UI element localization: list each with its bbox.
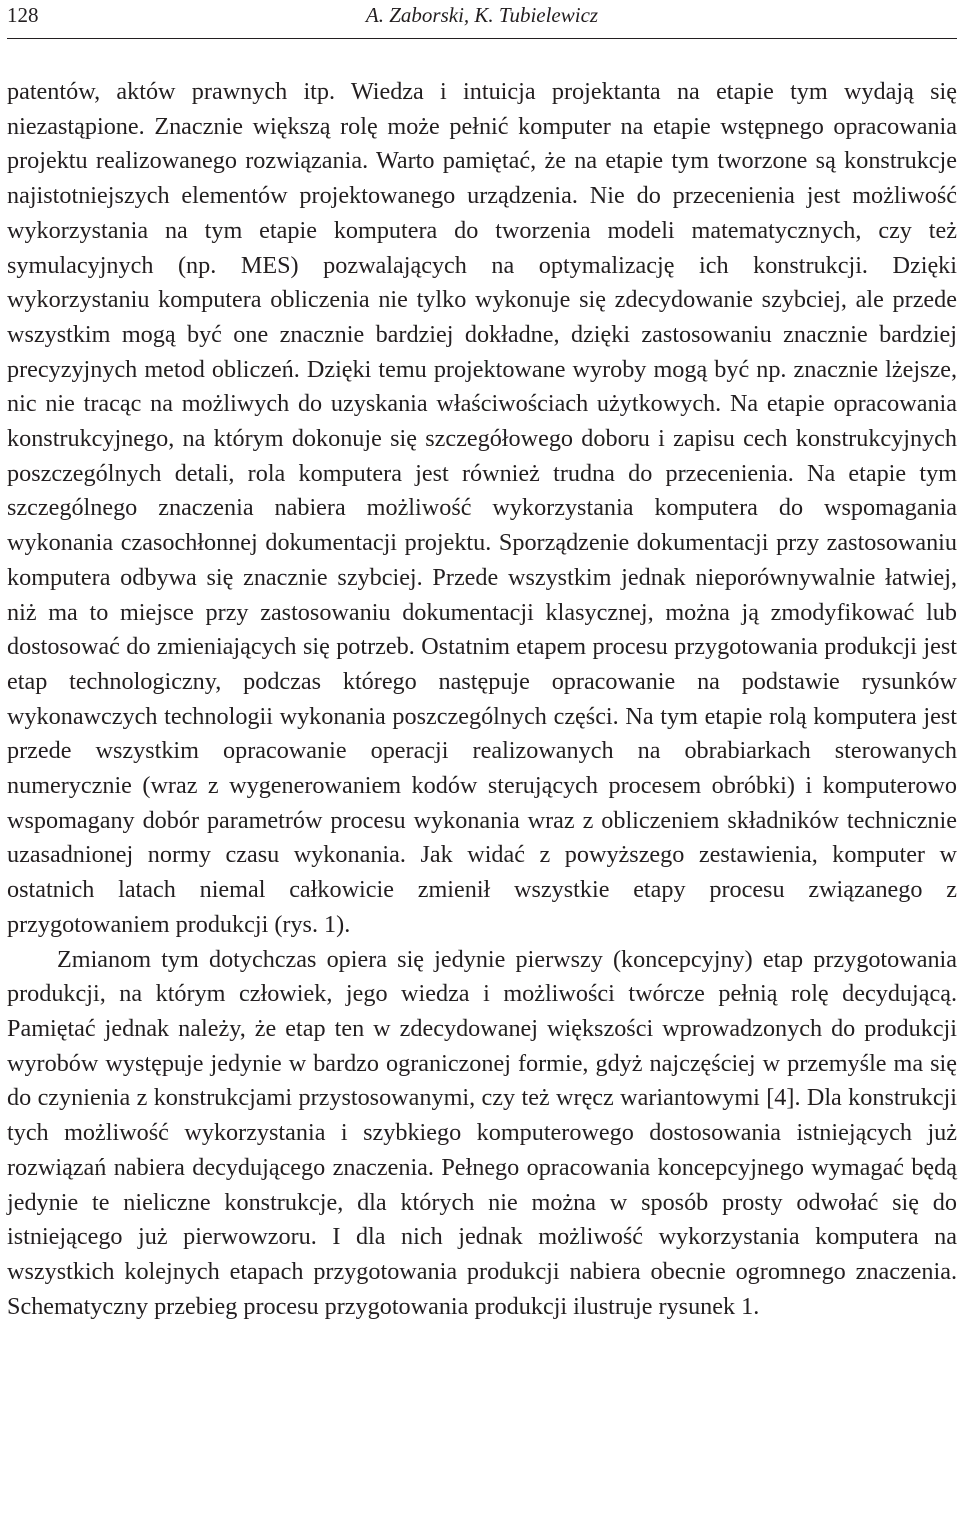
body-text bbox=[7, 75, 957, 1324]
paragraph: Zmianom tym dotychczas opiera się jedynie pierwszy (koncepcyjny) etap przygotowania produkcji, na którym człowiek, jego wiedza i możliwości twórcze pełnią rolę decydującą. Pamiętać jednak należy, że etap ten w zdecydowanej większości wprowadzonych do produkcji wyrobów występuje jedynie w bardzo ograniczonej formie, gdyż najczęściej w przemyśle ma się do czynienia z konstrukcjami przystosowanymi, czy też wręcz wariantowymi [4]. Dla konstrukcji tych możliwość wykorzystania i szybkiego komputerowego dostosowania istniejących już rozwiązań nabiera decydującego znaczenia. Pełnego opracowania koncepcyjnego wymagać będą jedynie te nieliczne konstrukcje, dla których nie można w sposób prosty odwołać się do istniejącego już pierwowzoru. I dla nich jednak możliwość wykorzystania komputera na wszystkich kolejnych etapach przygotowania produkcji nabiera obecnie ogromnego znaczenia. Schematyczny przebieg procesu przygotowania produkcji ilustruje rysunek 1. bbox=[7, 945, 957, 1320]
book-page bbox=[7, 0, 957, 1516]
running-header bbox=[7, 0, 957, 39]
page-number: 128 bbox=[7, 3, 39, 27]
running-header-authors: A. Zaborski, K. Tubielewicz bbox=[365, 3, 599, 27]
paragraph-continued: patentów, aktów prawnych itp. Wiedza i intuicja projektanta na etapie tym wydają się niezastąpione. Znacznie większą rolę może pełnić komputer na etapie wstępnego opracowania projektu realizowanego rozwiązania. Warto pamiętać, że na etapie tym tworzone są konstrukcje najistotniejszych elementów projektowanego urządzenia. Nie do przecenienia jest możliwość wykorzystania na tym etapie komputera do tworzenia modeli matematycznych, czy też symulacyjnych (np. MES) pozwalających na optymalizację ich konstrukcji. Dzięki wykorzystaniu komputera obliczenia nie tylko wykonuje się zdecydowanie szybciej, ale przede wszystkim mogą być one znacznie bardziej dokładne, dzięki zastosowaniu znacznie bardziej precyzyjnych metod obliczeń. Dzięki temu projektowane wyroby mogą być np. znacznie lżejsze, nic nie tracąc na możliwych do uzyskania właściwościach użytkowych. Na etapie opracowania konstrukcyjnego, na którym dokonuje się szczegółowego doboru i zapisu cech konstrukcyjnych poszczególnych detali, rola komputera jest również trudna do przecenienia. Na etapie tym szczególnego znaczenia nabiera możliwość wykorzystania komputera do wspomagania wykonania czasochłonnej dokumentacji projektu. Sporządzenie dokumentacji przy zastosowaniu komputera odbywa się znacznie szybciej. Przede wszystkim jednak nieporównywalnie łatwiej, niż ma to miejsce przy zastosowaniu dokumentacji klasycznej, można ją zmodyfikować lub dostosować do zmieniających się potrzeb. Ostatnim etapem procesu przygotowania produkcji jest etap technologiczny, podczas którego następuje opracowanie na podstawie rysunków wykonawczych technologii wykonania poszczególnych części. Na tym etapie rolą komputera jest przede wszystkim opracowanie operacji realizowanych na obrabiarkach sterowanych numerycznie (wraz z wygenerowaniem kodów sterujących procesem obróbki) i komputerowo wspomagany dobór parametrów procesu wykonania wraz z obliczeniem składników technicznie uzasadnionej normy czasu wykonania. Jak widać z powyższego zestawienia, komputer w ostatnich latach niemal całkowicie zmienił wszystkie etapy procesu związanego z przygotowaniem produkcji (rys. 1). bbox=[7, 78, 957, 938]
